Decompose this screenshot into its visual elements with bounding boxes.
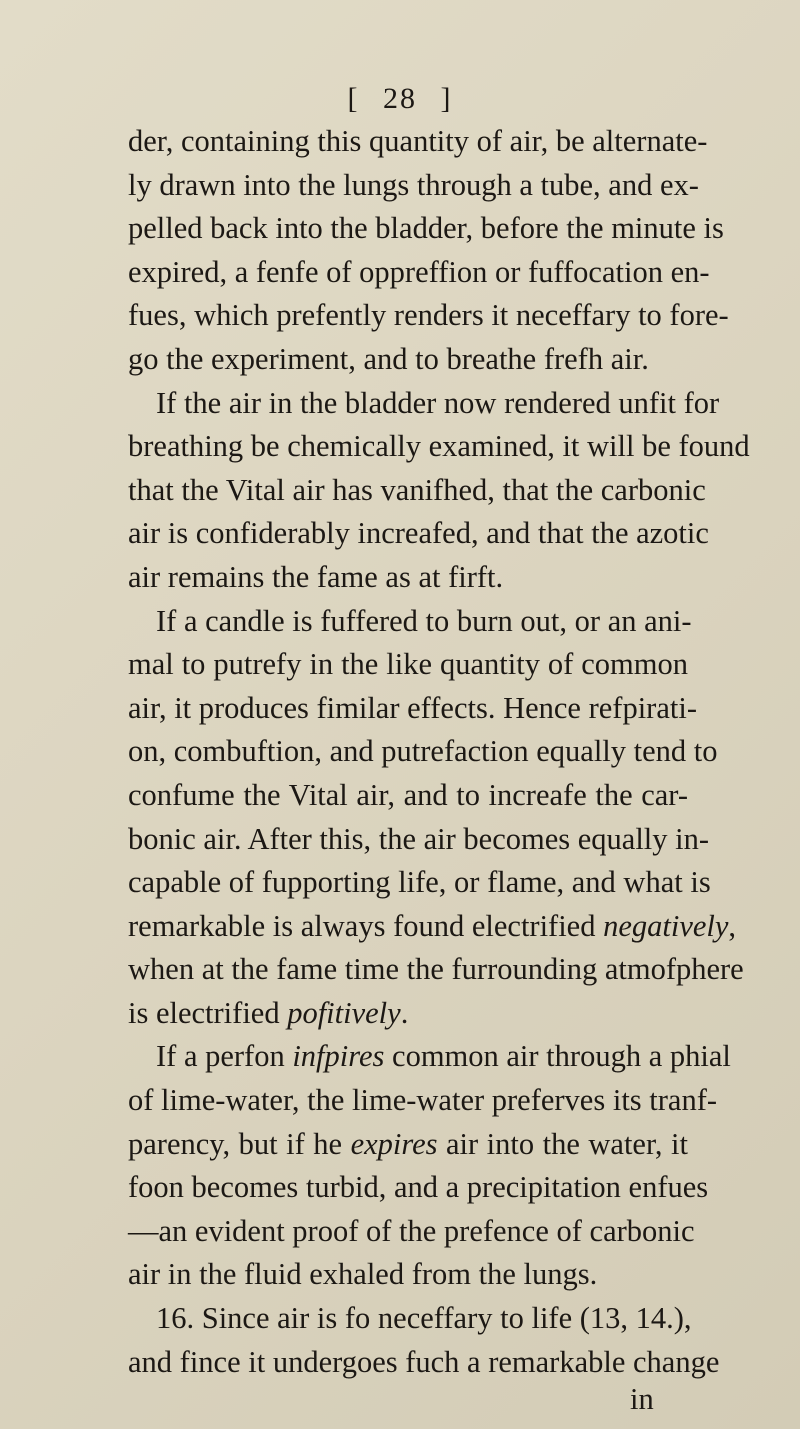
text-fragment: is electrified <box>128 995 288 1030</box>
text-fragment: remarkable is always found electrified <box>128 908 604 943</box>
text-line: that the Vital air has vanifhed, that the carbonic <box>128 472 706 507</box>
text-line: air, it produces fimilar effects. Hence refpirati- <box>128 690 697 725</box>
text-line <box>128 905 737 949</box>
text-line: air remains the fame as at firft. <box>128 559 504 594</box>
italic-word: expires <box>350 1126 438 1161</box>
text-fragment: parency, but if he <box>128 1126 351 1161</box>
text-line: air in the fluid exhaled from the lungs. <box>128 1257 598 1292</box>
text-line: go the experiment, and to breathe frefh air. <box>128 341 649 376</box>
text-line: 16. Since air is fo neceffary to life (13, 14.), <box>156 1301 692 1336</box>
body-text <box>128 120 750 1384</box>
text-line <box>128 992 688 1036</box>
text-fragment: common air through a phial <box>384 1039 731 1074</box>
text-line: —an evident proof of the prefence of carbonic <box>128 1213 695 1248</box>
text-line: capable of fupporting life, or flame, and what is <box>128 865 711 900</box>
italic-word: infpires <box>292 1039 385 1074</box>
text-line: of lime-water, the lime-water preferves its tranf- <box>128 1083 718 1118</box>
text-fragment: air into the water, it <box>437 1126 688 1161</box>
header-open-bracket: [ <box>347 82 360 115</box>
text-fragment: , <box>728 908 737 943</box>
page-number: 28 <box>383 82 417 115</box>
text-line: der, containing this quantity of air, be alternate- <box>128 124 708 158</box>
text-line <box>128 1123 688 1167</box>
text-line: breathing be chemically examined, it will be found <box>128 429 750 464</box>
text-line <box>128 1035 731 1079</box>
text-line: on, combuftion, and putrefaction equally tend to <box>128 734 718 769</box>
text-line: air is confiderably increafed, and that the azotic <box>128 516 709 551</box>
text-line: If a candle is fuffered to burn out, or an ani- <box>156 603 692 638</box>
text-line: foon becomes turbid, and a precipitation enfues <box>128 1170 709 1205</box>
italic-word: pofitively <box>287 995 401 1030</box>
text-line: and fince it undergoes fuch a remarkable change <box>128 1344 720 1379</box>
text-line: bonic air. After this, the air becomes equally in- <box>128 821 710 856</box>
text-line: confume the Vital air, and to increafe the car- <box>128 777 688 812</box>
header-close-bracket: ] <box>440 82 453 115</box>
text-fragment: If a perfon <box>156 1039 293 1074</box>
text-line: expired, a fenfe of oppreffion or fuffocation en- <box>128 254 710 289</box>
text-line: fues, which prefently renders it neceffary to fore- <box>128 298 729 333</box>
page-header <box>0 82 800 116</box>
text-line: mal to putrefy in the like quantity of common <box>128 647 688 682</box>
text-fragment: . <box>400 995 409 1030</box>
text-line: pelled back into the bladder, before the minute is <box>128 211 724 246</box>
text-line: If the air in the bladder now rendered unfit for <box>156 385 720 420</box>
catchword: in <box>630 1382 654 1416</box>
italic-word: negatively <box>603 908 729 943</box>
text-line: ly drawn into the lungs through a tube, and ex- <box>128 167 699 202</box>
text-line: when at the fame time the furrounding atmofphere <box>128 952 744 987</box>
